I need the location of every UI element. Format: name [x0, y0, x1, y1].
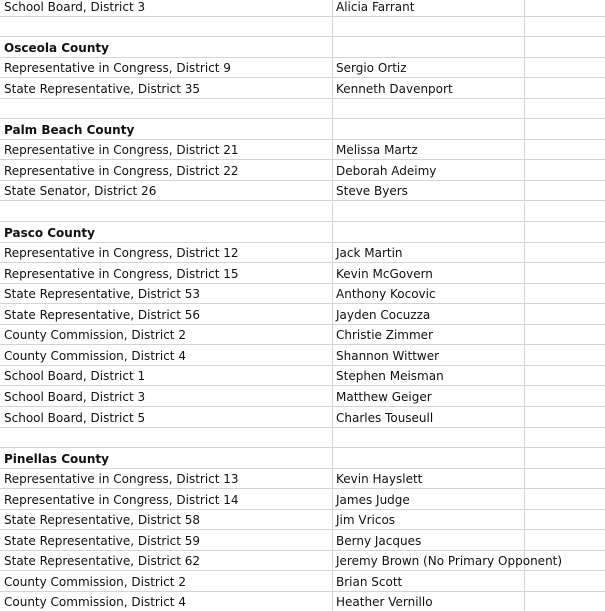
candidate-cell[interactable] [333, 304, 525, 324]
table-row [0, 592, 605, 612]
empty-cell[interactable] [525, 263, 605, 283]
county-header-row [0, 37, 605, 58]
candidate-name: Charles Touseull [336, 410, 434, 425]
office-name: Representative in Congress, District 22 [4, 163, 239, 178]
candidate-cell[interactable] [333, 58, 525, 78]
candidate-name: Jayden Cocuzza [336, 307, 431, 322]
empty-cell[interactable] [525, 243, 605, 263]
office-cell[interactable] [0, 243, 333, 263]
county-name: Pasco County [4, 225, 95, 240]
empty-cell[interactable] [525, 0, 605, 16]
candidate-cell[interactable] [333, 551, 563, 571]
candidate-name: Alicia Farrant [336, 0, 415, 14]
table-row [0, 284, 605, 305]
empty-cell[interactable] [525, 37, 605, 57]
candidate-cell[interactable] [333, 469, 525, 489]
empty-cell[interactable] [525, 407, 605, 427]
candidate-name: Kevin Hayslett [336, 472, 423, 487]
office-cell[interactable] [0, 263, 333, 283]
office-cell[interactable] [0, 366, 333, 386]
office-cell[interactable] [0, 325, 333, 345]
county-header-row [0, 448, 605, 469]
table-row [0, 386, 605, 407]
blank-row [0, 17, 605, 38]
candidate-cell[interactable] [333, 407, 525, 427]
office-cell[interactable] [0, 571, 333, 591]
office-cell[interactable] [0, 99, 333, 119]
table-row [0, 469, 605, 490]
empty-cell[interactable] [525, 551, 605, 571]
office-cell[interactable] [0, 469, 333, 489]
county-name-cell[interactable] [0, 37, 333, 57]
office-name: School Board, District 3 [4, 389, 146, 404]
office-cell[interactable] [0, 510, 333, 530]
candidate-cell[interactable] [333, 284, 525, 304]
office-name: State Representative, District 53 [4, 287, 201, 302]
candidate-name: Melissa Martz [336, 143, 418, 158]
empty-cell[interactable] [525, 202, 605, 222]
office-cell[interactable] [0, 386, 333, 406]
office-name: School Board, District 5 [4, 410, 146, 425]
candidate-name: James Judge [336, 492, 410, 507]
table-row [0, 304, 605, 325]
empty-cell[interactable] [525, 386, 605, 406]
candidate-cell[interactable] [333, 448, 525, 468]
empty-cell[interactable] [525, 160, 605, 180]
office-cell[interactable] [0, 160, 333, 180]
empty-cell[interactable] [525, 58, 605, 78]
candidate-cell[interactable] [333, 78, 525, 98]
empty-cell[interactable] [525, 592, 605, 612]
candidate-name: Deborah Adeimy [336, 163, 437, 178]
table-row [0, 0, 605, 17]
office-name: State Representative, District 35 [4, 81, 201, 96]
county-header-row [0, 119, 605, 140]
office-name: School Board, District 1 [4, 369, 146, 384]
empty-cell[interactable] [525, 489, 605, 509]
candidate-name: Kevin McGovern [336, 266, 433, 281]
candidate-cell[interactable] [333, 140, 525, 160]
empty-cell[interactable] [525, 78, 605, 98]
office-name: Representative in Congress, District 12 [4, 246, 239, 261]
office-name: State Senator, District 26 [4, 184, 157, 199]
candidate-cell[interactable] [333, 571, 525, 591]
office-cell[interactable] [0, 530, 333, 550]
empty-cell[interactable] [525, 17, 605, 37]
candidate-cell[interactable] [333, 202, 525, 222]
empty-cell[interactable] [525, 345, 605, 365]
candidate-cell[interactable] [333, 160, 525, 180]
empty-cell[interactable] [525, 510, 605, 530]
office-name: State Representative, District 62 [4, 554, 201, 569]
empty-cell[interactable] [525, 284, 605, 304]
office-name: Representative in Congress, District 14 [4, 492, 239, 507]
candidate-name: Christie Zimmer [336, 328, 433, 343]
empty-cell[interactable] [525, 99, 605, 119]
office-cell[interactable] [0, 181, 333, 201]
candidate-name: Shannon Wittwer [336, 348, 440, 363]
office-name: Representative in Congress, District 21 [4, 143, 239, 158]
empty-cell[interactable] [525, 140, 605, 160]
office-name: County Commission, District 2 [4, 328, 186, 343]
empty-cell[interactable] [525, 448, 605, 468]
table-row [0, 160, 605, 181]
table-row [0, 489, 605, 510]
table-row [0, 407, 605, 428]
county-name-cell[interactable] [0, 222, 333, 242]
table-row [0, 181, 605, 202]
office-name: County Commission, District 4 [4, 595, 186, 610]
table-row [0, 551, 605, 572]
office-cell[interactable] [0, 407, 333, 427]
candidate-cell[interactable] [333, 386, 525, 406]
candidate-name: Sergio Ortiz [336, 61, 407, 76]
county-name: Palm Beach County [4, 122, 135, 137]
county-name: Osceola County [4, 40, 109, 55]
empty-cell[interactable] [525, 469, 605, 489]
office-name: County Commission, District 2 [4, 574, 186, 589]
empty-cell[interactable] [525, 571, 605, 591]
office-cell[interactable] [0, 428, 333, 448]
candidate-cell[interactable] [333, 592, 525, 612]
candidate-cell[interactable] [333, 0, 525, 16]
candidate-cell[interactable] [333, 325, 525, 345]
candidate-cell[interactable] [333, 366, 525, 386]
candidate-cell[interactable] [333, 345, 525, 365]
empty-cell[interactable] [525, 428, 605, 448]
office-name: County Commission, District 4 [4, 348, 186, 363]
candidate-cell[interactable] [333, 530, 525, 550]
empty-cell[interactable] [525, 181, 605, 201]
candidate-cell[interactable] [333, 181, 525, 201]
empty-cell[interactable] [525, 366, 605, 386]
office-cell[interactable] [0, 78, 333, 98]
empty-cell[interactable] [525, 530, 605, 550]
office-cell[interactable] [0, 304, 333, 324]
empty-cell[interactable] [525, 304, 605, 324]
office-name: State Representative, District 59 [4, 533, 201, 548]
table-row [0, 325, 605, 346]
table-row [0, 58, 605, 79]
office-cell[interactable] [0, 140, 333, 160]
table-row [0, 243, 605, 264]
candidate-name: Heather Vernillo [336, 595, 433, 610]
table-row [0, 510, 605, 531]
candidate-name: Matthew Geiger [336, 389, 432, 404]
table-row [0, 530, 605, 551]
candidate-cell[interactable] [333, 99, 525, 119]
table-row [0, 78, 605, 99]
blank-row [0, 428, 605, 449]
candidate-cell[interactable] [333, 119, 525, 139]
table-row [0, 263, 605, 284]
county-name-cell[interactable] [0, 448, 333, 468]
county-name: Pinellas County [4, 451, 109, 466]
candidate-name: Stephen Meisman [336, 369, 444, 384]
county-header-row [0, 222, 605, 243]
candidate-name: Berny Jacques [336, 533, 422, 548]
office-cell[interactable] [0, 284, 333, 304]
office-cell[interactable] [0, 17, 333, 37]
candidate-cell[interactable] [333, 37, 525, 57]
candidate-name: Kenneth Davenport [336, 81, 453, 96]
candidate-name: Jim Vricos [336, 513, 396, 528]
office-cell[interactable] [0, 551, 333, 571]
blank-row [0, 99, 605, 120]
table-row [0, 366, 605, 387]
county-name-cell[interactable] [0, 119, 333, 139]
table-row [0, 140, 605, 161]
office-cell[interactable] [0, 489, 333, 509]
empty-cell[interactable] [525, 325, 605, 345]
office-cell[interactable] [0, 345, 333, 365]
candidate-cell[interactable] [333, 263, 525, 283]
table-row [0, 345, 605, 366]
candidate-name: Anthony Kocovic [336, 287, 436, 302]
office-name: Representative in Congress, District 15 [4, 266, 239, 281]
candidate-name: Brian Scott [336, 574, 403, 589]
candidate-cell[interactable] [333, 510, 525, 530]
candidate-name: Steve Byers [336, 184, 408, 199]
office-name: Representative in Congress, District 9 [4, 61, 231, 76]
candidate-name: Jeremy Brown (No Primary Opponent) [336, 554, 563, 569]
candidate-cell[interactable] [333, 243, 525, 263]
candidate-cell[interactable] [333, 489, 525, 509]
office-name: State Representative, District 58 [4, 513, 201, 528]
office-cell[interactable] [0, 0, 333, 16]
empty-cell[interactable] [525, 222, 605, 242]
office-name: Representative in Congress, District 13 [4, 472, 239, 487]
office-cell[interactable] [0, 202, 333, 222]
candidate-cell[interactable] [333, 222, 525, 242]
candidate-cell[interactable] [333, 17, 525, 37]
candidate-cell[interactable] [333, 428, 525, 448]
empty-cell[interactable] [525, 119, 605, 139]
office-name: School Board, District 3 [4, 0, 146, 14]
candidate-name: Jack Martin [336, 246, 403, 261]
blank-row [0, 202, 605, 223]
office-cell[interactable] [0, 592, 333, 612]
office-cell[interactable] [0, 58, 333, 78]
table-row [0, 571, 605, 592]
office-name: State Representative, District 56 [4, 307, 201, 322]
